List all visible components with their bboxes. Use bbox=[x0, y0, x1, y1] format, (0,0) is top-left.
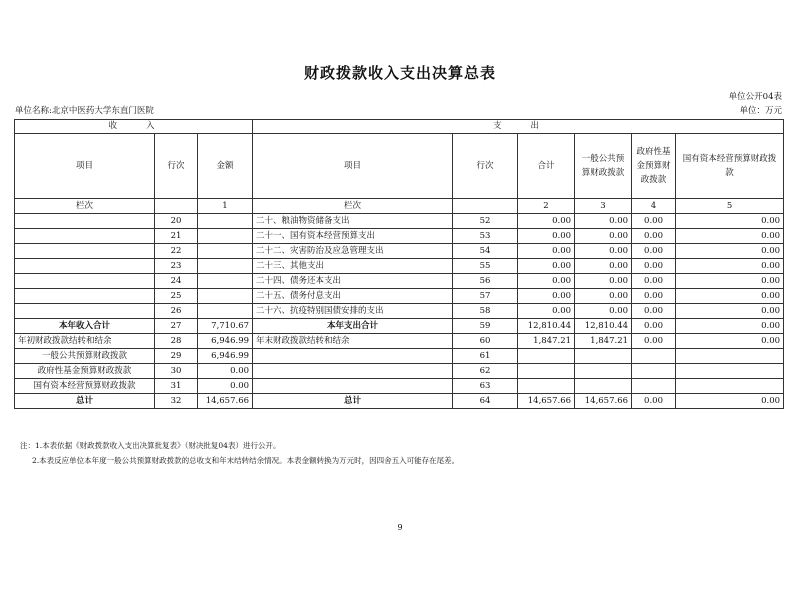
header-item: 项目 bbox=[15, 134, 155, 199]
expense-fund: 0.00 bbox=[632, 214, 676, 229]
currency-unit: 单位：万元 bbox=[739, 106, 782, 116]
col-index-soe: 5 bbox=[676, 199, 784, 214]
table-row bbox=[15, 319, 784, 334]
income-row-no: 32 bbox=[155, 394, 198, 409]
note-1: 注：1.本表依据《财政拨款收入支出决算批复表》（财决批复04表）进行公开。 bbox=[20, 441, 281, 450]
expense-total: 0.00 bbox=[518, 259, 575, 274]
income-amount: 0.00 bbox=[198, 364, 253, 379]
expense-item: 二十、粮油物资储备支出 bbox=[253, 214, 453, 229]
income-item bbox=[15, 244, 155, 259]
income-row-no: 21 bbox=[155, 229, 198, 244]
expense-item bbox=[253, 379, 453, 394]
income-amount bbox=[198, 244, 253, 259]
income-row-no: 29 bbox=[155, 349, 198, 364]
expense-fund: 0.00 bbox=[632, 394, 676, 409]
expense-total bbox=[518, 349, 575, 364]
expense-row-no: 61 bbox=[453, 349, 518, 364]
expense-soe: 0.00 bbox=[676, 244, 784, 259]
expense-general bbox=[575, 379, 632, 394]
expense-fund: 0.00 bbox=[632, 244, 676, 259]
income-row-no: 30 bbox=[155, 364, 198, 379]
note-2: 2.本表反应单位本年度一般公共预算财政拨款的总收支和年末结转结余情况。本表金额转换为万元时，因四舍五入可能存在尾差。 bbox=[32, 456, 460, 465]
expense-item: 二十五、债务付息支出 bbox=[253, 289, 453, 304]
table-row bbox=[15, 259, 784, 274]
column-header-row bbox=[15, 134, 784, 199]
expense-row-no: 59 bbox=[453, 319, 518, 334]
income-item: 政府性基金预算财政拨款 bbox=[15, 364, 155, 379]
expense-section-header: 支 出 bbox=[253, 120, 784, 134]
expense-fund: 0.00 bbox=[632, 274, 676, 289]
expense-row-no: 52 bbox=[453, 214, 518, 229]
expense-general bbox=[575, 364, 632, 379]
expense-row-no: 55 bbox=[453, 259, 518, 274]
header-total: 合计 bbox=[518, 134, 575, 199]
expense-total: 0.00 bbox=[518, 214, 575, 229]
header-amount: 金额 bbox=[198, 134, 253, 199]
income-amount bbox=[198, 214, 253, 229]
expense-row-no: 54 bbox=[453, 244, 518, 259]
expense-total: 0.00 bbox=[518, 274, 575, 289]
income-amount bbox=[198, 304, 253, 319]
expense-soe: 0.00 bbox=[676, 304, 784, 319]
table-row bbox=[15, 304, 784, 319]
expense-total: 0.00 bbox=[518, 304, 575, 319]
income-amount: 7,710.67 bbox=[198, 319, 253, 334]
expense-item: 二十四、债务还本支出 bbox=[253, 274, 453, 289]
income-item bbox=[15, 229, 155, 244]
income-amount bbox=[198, 229, 253, 244]
col-index-expense-label: 栏次 bbox=[253, 199, 453, 214]
expense-total: 1,847.21 bbox=[518, 334, 575, 349]
income-row-no: 23 bbox=[155, 259, 198, 274]
expense-total: 14,657.66 bbox=[518, 394, 575, 409]
income-row-no: 26 bbox=[155, 304, 198, 319]
expense-fund bbox=[632, 379, 676, 394]
table-row bbox=[15, 349, 784, 364]
expense-general: 0.00 bbox=[575, 289, 632, 304]
expense-total: 0.00 bbox=[518, 244, 575, 259]
section-header-row bbox=[15, 120, 784, 134]
expense-general: 0.00 bbox=[575, 304, 632, 319]
expense-total bbox=[518, 364, 575, 379]
expense-item: 二十三、其他支出 bbox=[253, 259, 453, 274]
header-fund-budget: 政府性基金预算财政拨款 bbox=[632, 134, 676, 199]
table-body bbox=[15, 214, 784, 409]
income-amount bbox=[198, 289, 253, 304]
column-index-row bbox=[15, 199, 784, 214]
header-soe-budget: 国有资本经营预算财政拨款 bbox=[676, 134, 784, 199]
table-row bbox=[15, 274, 784, 289]
expense-row-no: 57 bbox=[453, 289, 518, 304]
expense-soe: 0.00 bbox=[676, 259, 784, 274]
expense-soe: 0.00 bbox=[676, 319, 784, 334]
expense-general: 0.00 bbox=[575, 259, 632, 274]
income-amount: 6,946.99 bbox=[198, 334, 253, 349]
income-row-no: 24 bbox=[155, 274, 198, 289]
income-row-no: 22 bbox=[155, 244, 198, 259]
income-section-header: 收 入 bbox=[15, 120, 253, 134]
table-code: 单位公开04表 bbox=[728, 92, 782, 102]
table-row bbox=[15, 379, 784, 394]
expense-general: 0.00 bbox=[575, 244, 632, 259]
col-index-label: 栏次 bbox=[15, 199, 155, 214]
expense-item bbox=[253, 364, 453, 379]
budget-table bbox=[14, 119, 784, 409]
income-item: 本年收入合计 bbox=[15, 319, 155, 334]
table-row bbox=[15, 244, 784, 259]
expense-fund bbox=[632, 349, 676, 364]
expense-fund: 0.00 bbox=[632, 259, 676, 274]
header-row-no: 行次 bbox=[155, 134, 198, 199]
table-row bbox=[15, 394, 784, 409]
expense-general: 12,810.44 bbox=[575, 319, 632, 334]
expense-row-no: 56 bbox=[453, 274, 518, 289]
table-row bbox=[15, 229, 784, 244]
expense-total: 0.00 bbox=[518, 229, 575, 244]
income-row-no: 28 bbox=[155, 334, 198, 349]
table-row bbox=[15, 214, 784, 229]
expense-soe: 0.00 bbox=[676, 334, 784, 349]
expense-fund: 0.00 bbox=[632, 304, 676, 319]
table-row bbox=[15, 289, 784, 304]
income-item: 一般公共预算财政拨款 bbox=[15, 349, 155, 364]
expense-soe: 0.00 bbox=[676, 394, 784, 409]
income-amount bbox=[198, 274, 253, 289]
expense-fund: 0.00 bbox=[632, 334, 676, 349]
expense-total: 0.00 bbox=[518, 289, 575, 304]
expense-item: 二十一、国有资本经营预算支出 bbox=[253, 229, 453, 244]
table-row bbox=[15, 334, 784, 349]
expense-row-no: 63 bbox=[453, 379, 518, 394]
expense-item: 二十六、抗疫特别国债安排的支出 bbox=[253, 304, 453, 319]
expense-general: 14,657.66 bbox=[575, 394, 632, 409]
income-row-no: 20 bbox=[155, 214, 198, 229]
expense-row-no: 58 bbox=[453, 304, 518, 319]
col-index-amount: 1 bbox=[198, 199, 253, 214]
income-item: 年初财政拨款结转和结余 bbox=[15, 334, 155, 349]
expense-soe bbox=[676, 349, 784, 364]
expense-fund bbox=[632, 364, 676, 379]
income-item: 总计 bbox=[15, 394, 155, 409]
expense-soe: 0.00 bbox=[676, 214, 784, 229]
expense-total bbox=[518, 379, 575, 394]
expense-soe bbox=[676, 379, 784, 394]
col-index-empty bbox=[155, 199, 198, 214]
expense-item bbox=[253, 349, 453, 364]
col-index-general: 3 bbox=[575, 199, 632, 214]
header-expense-item: 项目 bbox=[253, 134, 453, 199]
income-amount: 6,946.99 bbox=[198, 349, 253, 364]
table-row bbox=[15, 364, 784, 379]
page-number: 9 bbox=[397, 523, 403, 532]
income-item bbox=[15, 274, 155, 289]
expense-general: 0.00 bbox=[575, 214, 632, 229]
col-index-empty bbox=[453, 199, 518, 214]
income-item bbox=[15, 289, 155, 304]
income-item bbox=[15, 259, 155, 274]
unit-name: 单位名称:北京中医药大学东直门医院 bbox=[15, 106, 154, 116]
expense-soe: 0.00 bbox=[676, 274, 784, 289]
income-row-no: 27 bbox=[155, 319, 198, 334]
col-index-fund: 4 bbox=[632, 199, 676, 214]
expense-soe bbox=[676, 364, 784, 379]
expense-row-no: 60 bbox=[453, 334, 518, 349]
income-amount: 14,657.66 bbox=[198, 394, 253, 409]
expense-general: 0.00 bbox=[575, 274, 632, 289]
expense-general: 0.00 bbox=[575, 229, 632, 244]
page-title: 财政拨款收入支出决算总表 bbox=[303, 64, 496, 82]
expense-soe: 0.00 bbox=[676, 229, 784, 244]
expense-row-no: 64 bbox=[453, 394, 518, 409]
expense-row-no: 53 bbox=[453, 229, 518, 244]
expense-row-no: 62 bbox=[453, 364, 518, 379]
expense-item: 总计 bbox=[253, 394, 453, 409]
income-item: 国有资本经营预算财政拨款 bbox=[15, 379, 155, 394]
income-item bbox=[15, 304, 155, 319]
expense-item: 本年支出合计 bbox=[253, 319, 453, 334]
income-row-no: 31 bbox=[155, 379, 198, 394]
expense-fund: 0.00 bbox=[632, 319, 676, 334]
income-amount: 0.00 bbox=[198, 379, 253, 394]
expense-soe: 0.00 bbox=[676, 289, 784, 304]
income-item bbox=[15, 214, 155, 229]
header-general-budget: 一般公共预算财政拨款 bbox=[575, 134, 632, 199]
notes bbox=[20, 438, 459, 468]
header-expense-row-no: 行次 bbox=[453, 134, 518, 199]
income-amount bbox=[198, 259, 253, 274]
income-row-no: 25 bbox=[155, 289, 198, 304]
expense-general bbox=[575, 349, 632, 364]
expense-fund: 0.00 bbox=[632, 229, 676, 244]
expense-item: 年末财政拨款结转和结余 bbox=[253, 334, 453, 349]
expense-general: 1,847.21 bbox=[575, 334, 632, 349]
expense-total: 12,810.44 bbox=[518, 319, 575, 334]
expense-fund: 0.00 bbox=[632, 289, 676, 304]
expense-item: 二十二、灾害防治及应急管理支出 bbox=[253, 244, 453, 259]
col-index-total: 2 bbox=[518, 199, 575, 214]
